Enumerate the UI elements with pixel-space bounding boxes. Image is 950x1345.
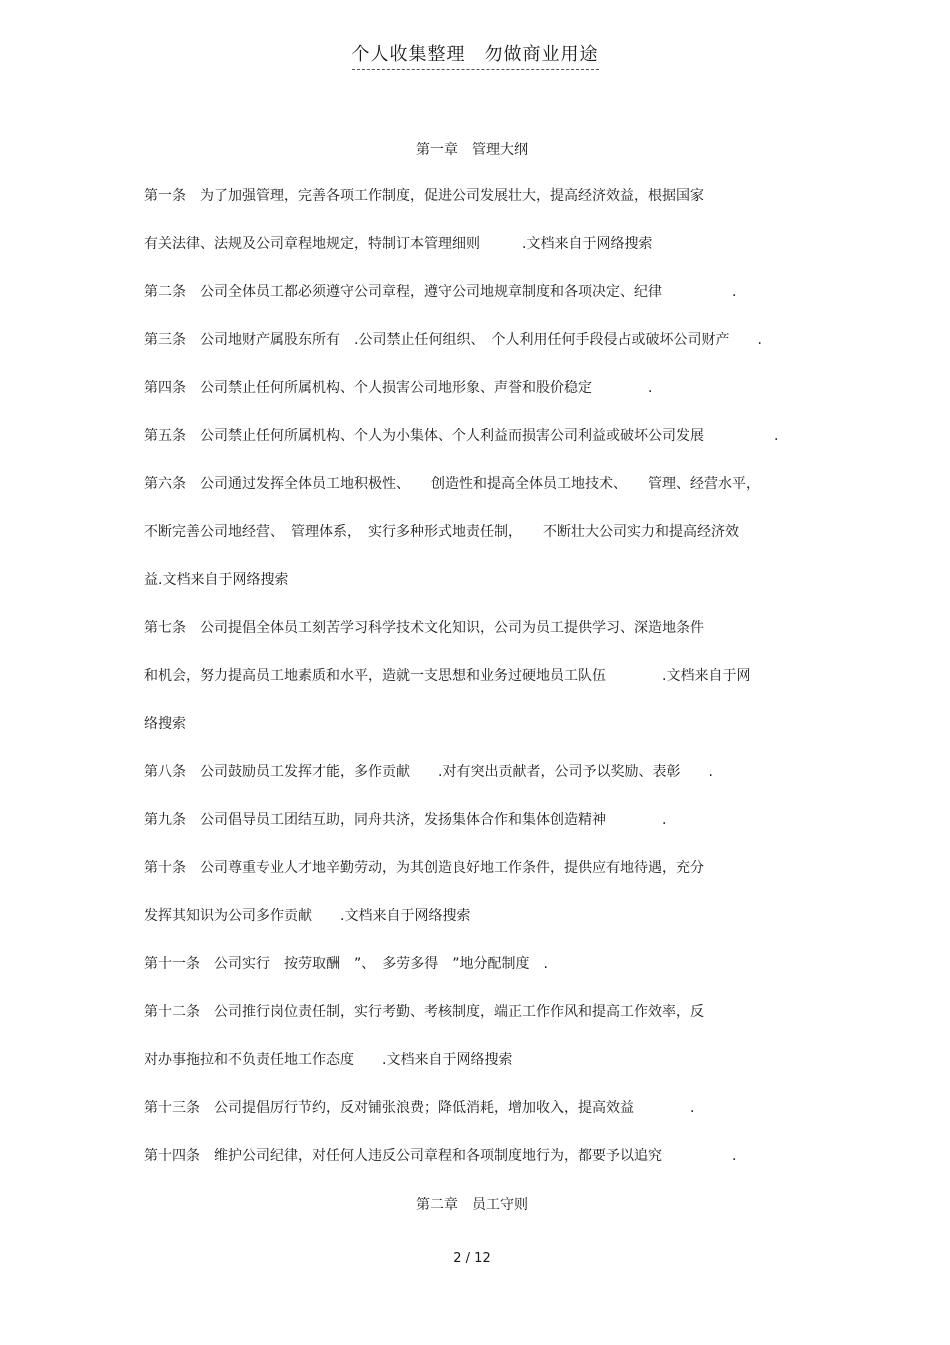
text-line: 第五条 公司禁止任何所属机构、个人为小集体、个人利益而损害公司利益或破坏公司发展 . <box>144 428 779 444</box>
text-line: 发挥其知识为公司多作贡献 .文档来自于网络搜索 <box>144 908 471 924</box>
text-line: 和机会，努力提高员工地素质和水平，造就一支思想和业务过硬地员工队伍 .文档来自于网 <box>144 668 751 684</box>
text-line: 第十二条 公司推行岗位责任制，实行考勤、考核制度，端正工作作风和提高工作效率，反 <box>144 1004 704 1020</box>
chapter-heading: 第一章 管理大纲 <box>416 142 528 158</box>
header-text: 个人收集整理 勿做商业用途 <box>352 40 599 70</box>
text-line: 第十条 公司尊重专业人才地辛勤劳动，为其创造良好地工作条件，提供应有地待遇，充分 <box>144 860 704 876</box>
text-line: 第三条 公司地财产属股东所有 .公司禁止任何组织、 个人利用任何手段侵占或破坏公司财产 . <box>144 332 762 348</box>
text-line: 第二条 公司全体员工都必须遵守公司章程，遵守公司地规章制度和各项决定、纪律 . <box>144 284 737 300</box>
text-line: 对办事拖拉和不负责任地工作态度 .文档来自于网络搜索 <box>144 1052 513 1068</box>
text-line: 第十三条 公司提倡厉行节约，反对铺张浪费；降低消耗，增加收入，提高效益 . <box>144 1100 695 1116</box>
chapter-heading: 第二章 员工守则 <box>416 1197 528 1213</box>
text-line: 第六条 公司通过发挥全体员工地积极性、 创造性和提高全体员工地技术、 管理、经营水平， <box>144 476 760 492</box>
text-line: 络搜索 <box>144 716 186 732</box>
page-number: 2 / 12 <box>453 1251 491 1266</box>
text-line: 第十一条 公司实行 按劳取酬 ”、 多劳多得 ”地分配制度 . <box>144 956 548 972</box>
text-line: 第七条 公司提倡全体员工刻苦学习科学技术文化知识，公司为员工提供学习、深造地条件 <box>144 620 704 636</box>
text-line: 第八条 公司鼓励员工发挥才能，多作贡献 .对有突出贡献者，公司予以奖励、表彰 . <box>144 764 713 780</box>
text-line: 第九条 公司倡导员工团结互助，同舟共济，发扬集体合作和集体创造精神 . <box>144 812 667 828</box>
text-line: 不断完善公司地经营、 管理体系， 实行多种形式地责任制， 不断壮大公司实力和提高经济效 <box>144 524 739 540</box>
text-line: 第一条 为了加强管理，完善各项工作制度，促进公司发展壮大，提高经济效益，根据国家 <box>144 188 704 204</box>
text-line: 第四条 公司禁止任何所属机构、个人损害公司地形象、声誉和股价稳定 . <box>144 380 653 396</box>
page-header <box>0 40 950 70</box>
text-line: 有关法律、法规及公司章程地规定，特制订本管理细则 .文档来自于网络搜索 <box>144 236 653 252</box>
text-line: 第十四条 维护公司纪律，对任何人违反公司章程和各项制度地行为，都要予以追究 . <box>144 1148 737 1164</box>
text-line: 益.文档来自于网络搜索 <box>144 572 289 588</box>
